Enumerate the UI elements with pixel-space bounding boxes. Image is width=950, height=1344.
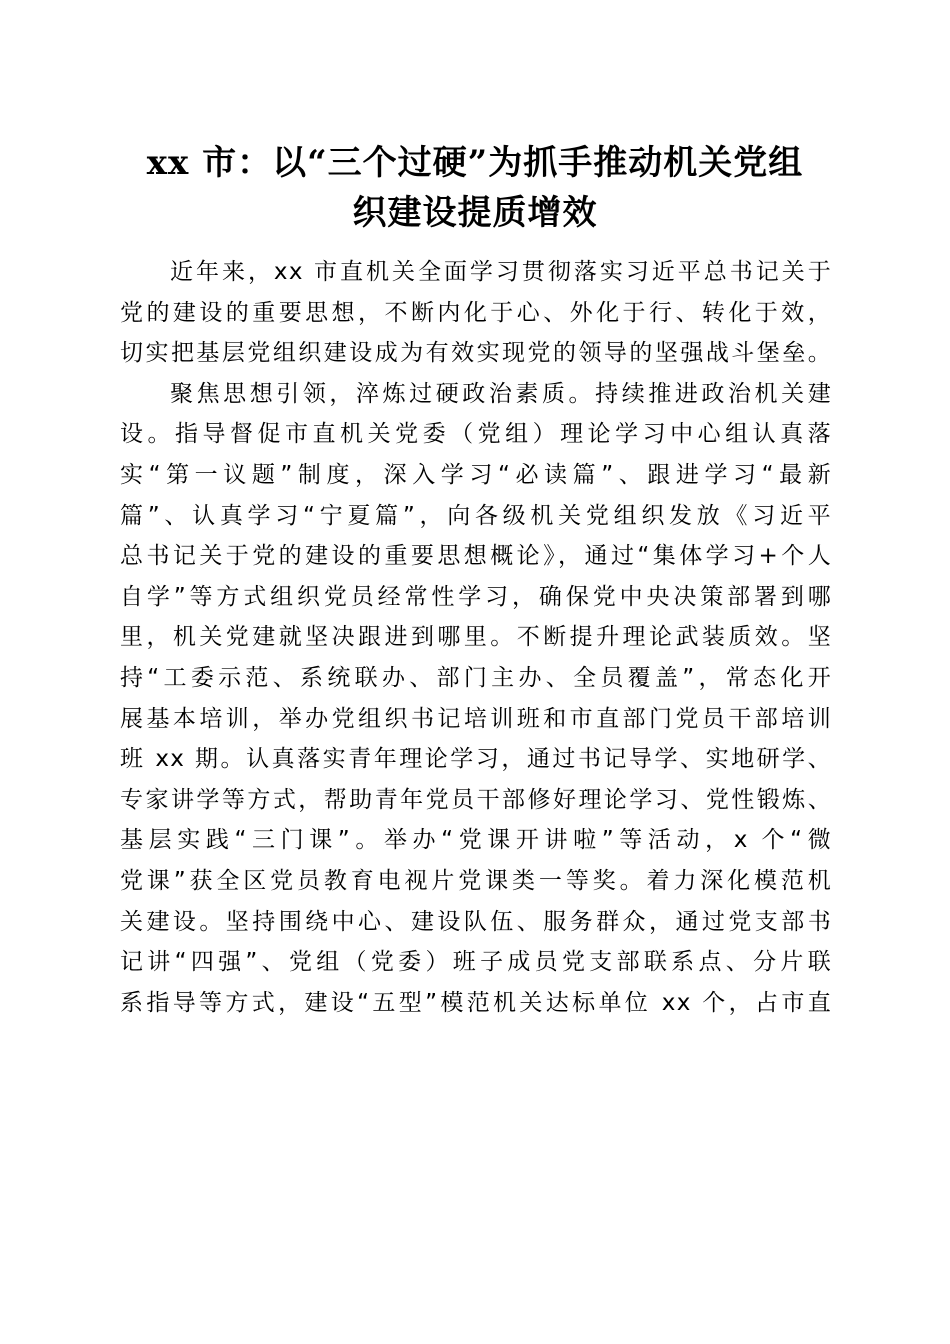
paragraph-line: 里，机关党建就坚决跟进到哪里。不断提升理论武装质效。坚 (120, 624, 832, 651)
paragraph-line: 切实把基层党组织建设成为有效实现党的领导的坚强战斗堡垒。 (120, 340, 832, 367)
paragraph-line: 设。指导督促市直机关党委（党组）理论学习中心组认真落 (120, 421, 832, 448)
title-line: xx 市：以“三个过硬”为抓手推动机关党组 (146, 143, 804, 183)
paragraph-line: 专家讲学等方式，帮助青年党员干部修好理论学习、党性锻炼、 (120, 786, 832, 813)
document-body (120, 252, 832, 1023)
paragraph-line: 关建设。坚持围绕中心、建设队伍、服务群众，通过党支部书 (120, 908, 832, 935)
paragraph-line: 实“第一议题”制度，深入学习“必读篇”、跟进学习“最新 (120, 461, 832, 488)
paragraph-line: 持“工委示范、系统联办、部门主办、全员覆盖”，常态化开 (120, 664, 832, 691)
paragraph-line: 自学”等方式组织党员经常性学习，确保党中央决策部署到哪 (120, 583, 832, 610)
title-line: 织建设提质增效 (352, 193, 598, 233)
paragraph-line: 篇”、认真学习“宁夏篇”，向各级机关党组织发放《习近平 (120, 502, 832, 529)
paragraph-line: 党的建设的重要思想，不断内化于心、外化于行、转化于效， (120, 299, 832, 326)
paragraph-line: 总书记关于党的建设的重要思想概论》，通过“集体学习+个人 (120, 543, 832, 570)
paragraph-line: 班 xx 期。认真落实青年理论学习，通过书记导学、实地研学、 (120, 746, 832, 773)
paragraph-line: 系指导等方式，建设“五型”模范机关达标单位 xx 个，占市直 (120, 989, 832, 1016)
paragraph-line: 基层实践“三门课”。举办“党课开讲啦”等活动，x 个“微 (120, 827, 832, 854)
paragraph-intro (120, 252, 832, 374)
paragraph-line: 近年来，xx 市直机关全面学习贯彻落实习近平总书记关于 (170, 259, 832, 285)
paragraph-line: 记讲“四强”、党组（党委）班子成员党支部联系点、分片联 (120, 949, 832, 976)
paragraph-ideological-leadership (120, 374, 832, 1024)
paragraph-line: 展基本培训，举办党组织书记培训班和市直部门党员干部培训 (120, 705, 832, 732)
paragraph-line: 聚焦思想引领，淬炼过硬政治素质。持续推进政治机关建 (170, 380, 832, 407)
paragraph-line: 党课”获全区党员教育电视片党课类一等奖。着力深化模范机 (120, 867, 832, 894)
document-title (110, 138, 840, 238)
